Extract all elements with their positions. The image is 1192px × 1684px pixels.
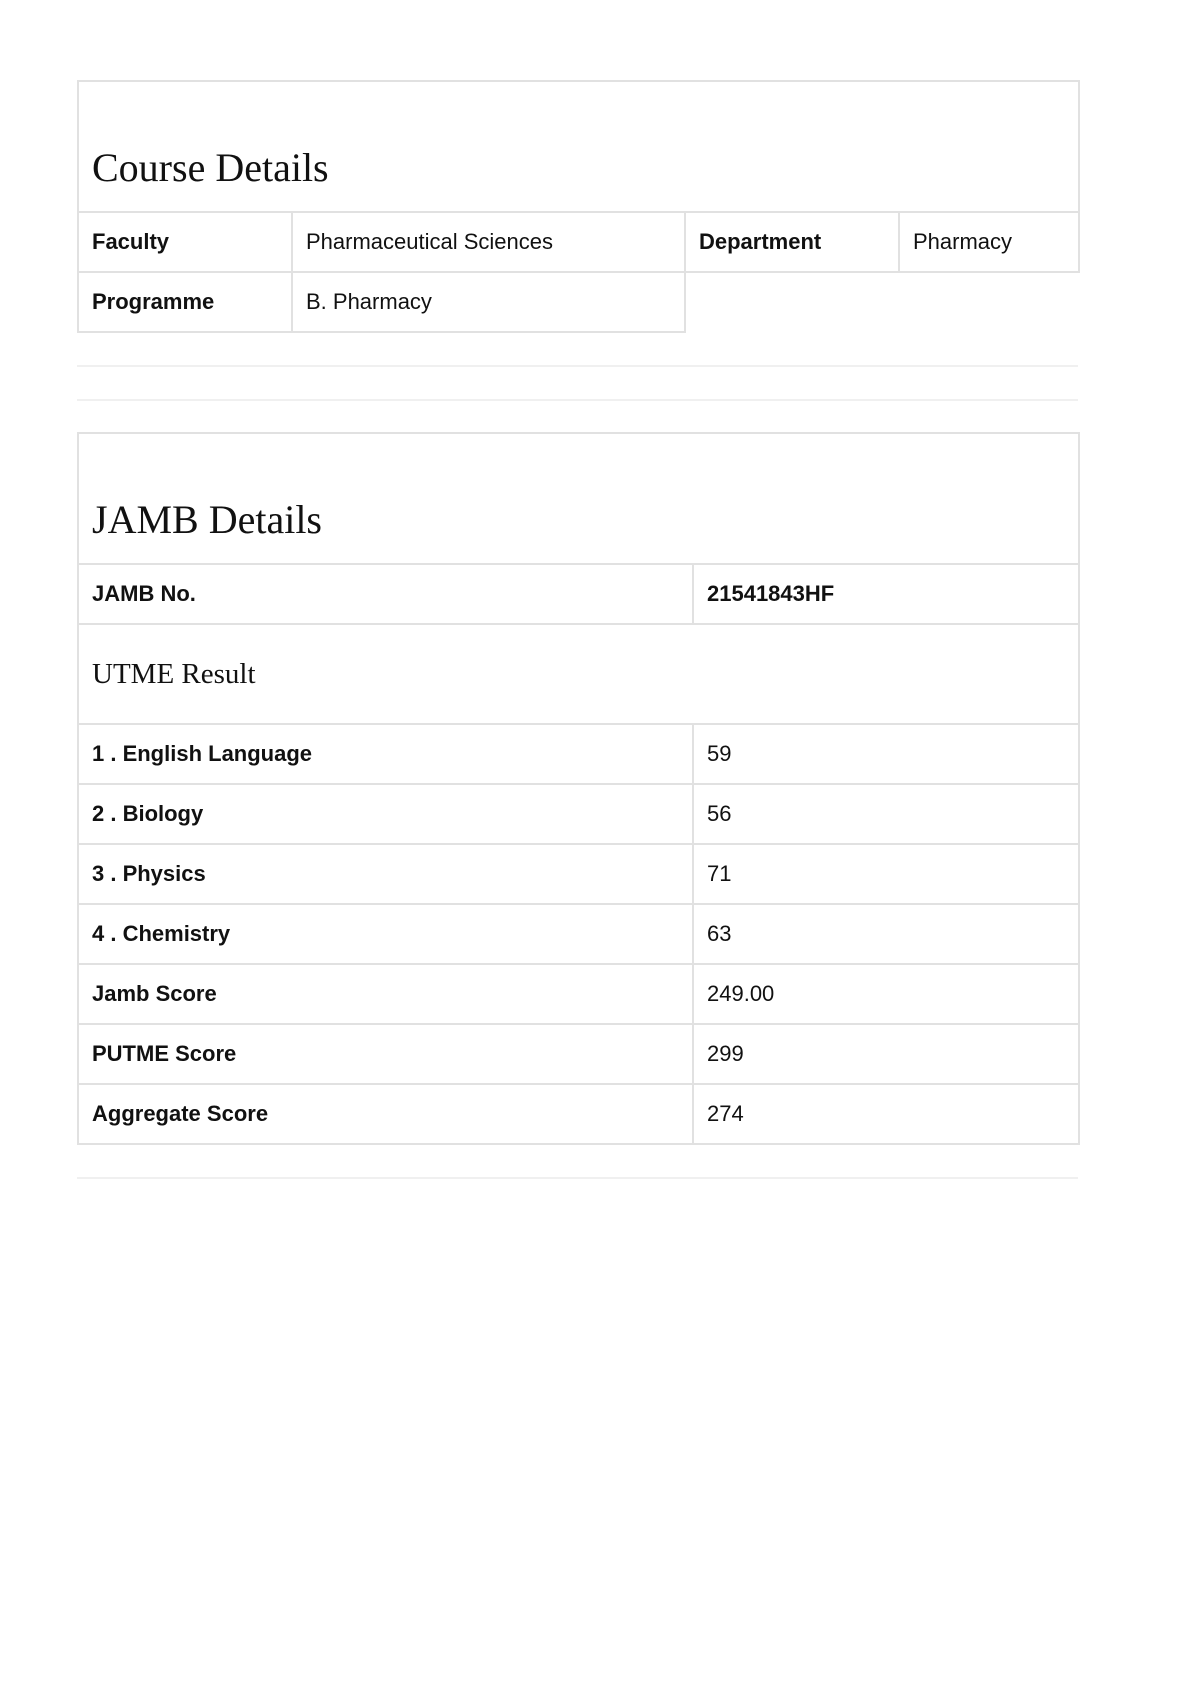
table-row (78, 844, 1079, 904)
department-value: Pharmacy (899, 212, 1079, 272)
course-details-table (77, 80, 1080, 333)
course-details-title: Course Details (78, 81, 1079, 212)
jamb-no-value: 21541843HF (693, 564, 1079, 624)
subject-label: 3 . Physics (78, 844, 693, 904)
divider (77, 365, 1078, 367)
putme-score-value: 299 (693, 1024, 1079, 1084)
table-row (78, 784, 1079, 844)
aggregate-score-label: Aggregate Score (78, 1084, 693, 1144)
divider (77, 399, 1078, 401)
divider (77, 1177, 1078, 1179)
programme-value: B. Pharmacy (292, 272, 685, 332)
subject-label: 2 . Biology (78, 784, 693, 844)
utme-result-title: UTME Result (78, 624, 1079, 724)
faculty-value: Pharmaceutical Sciences (292, 212, 685, 272)
department-label: Department (685, 212, 899, 272)
subject-score: 56 (693, 784, 1079, 844)
subject-label: 1 . English Language (78, 724, 693, 784)
table-row (78, 904, 1079, 964)
putme-score-label: PUTME Score (78, 1024, 693, 1084)
subject-score: 63 (693, 904, 1079, 964)
subject-label: 4 . Chemistry (78, 904, 693, 964)
table-row (78, 724, 1079, 784)
empty-cell (685, 272, 1079, 332)
subject-score: 59 (693, 724, 1079, 784)
jamb-score-label: Jamb Score (78, 964, 693, 1024)
jamb-details-title: JAMB Details (78, 433, 1079, 564)
faculty-label: Faculty (78, 212, 292, 272)
jamb-details-table (77, 432, 1080, 1145)
aggregate-score-value: 274 (693, 1084, 1079, 1144)
jamb-no-label: JAMB No. (78, 564, 693, 624)
subject-score: 71 (693, 844, 1079, 904)
jamb-score-value: 249.00 (693, 964, 1079, 1024)
programme-label: Programme (78, 272, 292, 332)
